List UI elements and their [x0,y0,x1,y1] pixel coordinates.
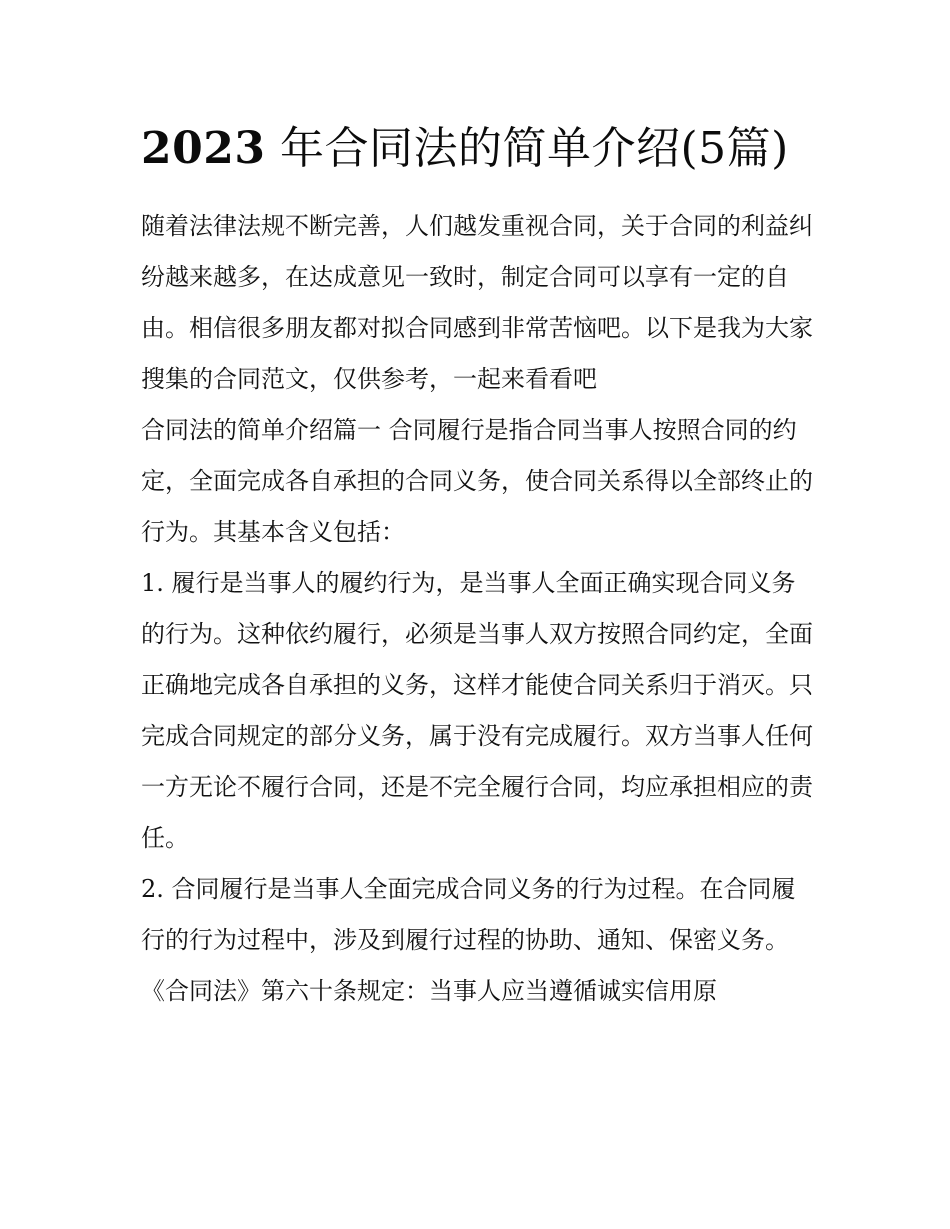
list-item-1: 1. 履行是当事人的履约行为，是当事人全面正确实现合同义务的行为。这种依约履行，必须是当事人双方按照合同约定，全面正确地完成各自承担的义务，这样才能使合同关系归于消灭。只完成合同规定的部分义务，属于没有完成履行。双方当事人任何一方无论不履行合同，还是不完全履行合同，均应承担相应的责任。 [141,569,813,852]
document-title [141,118,813,179]
title-year: 2023 [141,123,266,174]
document-page [141,118,813,1017]
title-text: 年合同法的简单介绍(5篇) [279,123,789,174]
document-body [141,201,813,1017]
list-item-2: 2. 合同履行是当事人全面完成合同义务的行为过程。在合同履行的行为过程中，涉及到履行过程的协助、通知、保密义务。《合同法》第六十条规定：当事人应当遵循诚实信用原 [141,875,796,1005]
intro-paragraph: 随着法律法规不断完善，人们越发重视合同，关于合同的利益纠纷越来越多，在达成意见一致时，制定合同可以享有一定的自由。相信很多朋友都对拟合同感到非常苦恼吧。以下是我为大家搜集的合同范文，仅供参考，一起来看看吧 [141,212,813,393]
section-one-paragraph: 合同法的简单介绍篇一 合同履行是指合同当事人按照合同的约定，全面完成各自承担的合同义务，使合同关系得以全部终止的行为。其基本含义包括： [141,416,813,546]
